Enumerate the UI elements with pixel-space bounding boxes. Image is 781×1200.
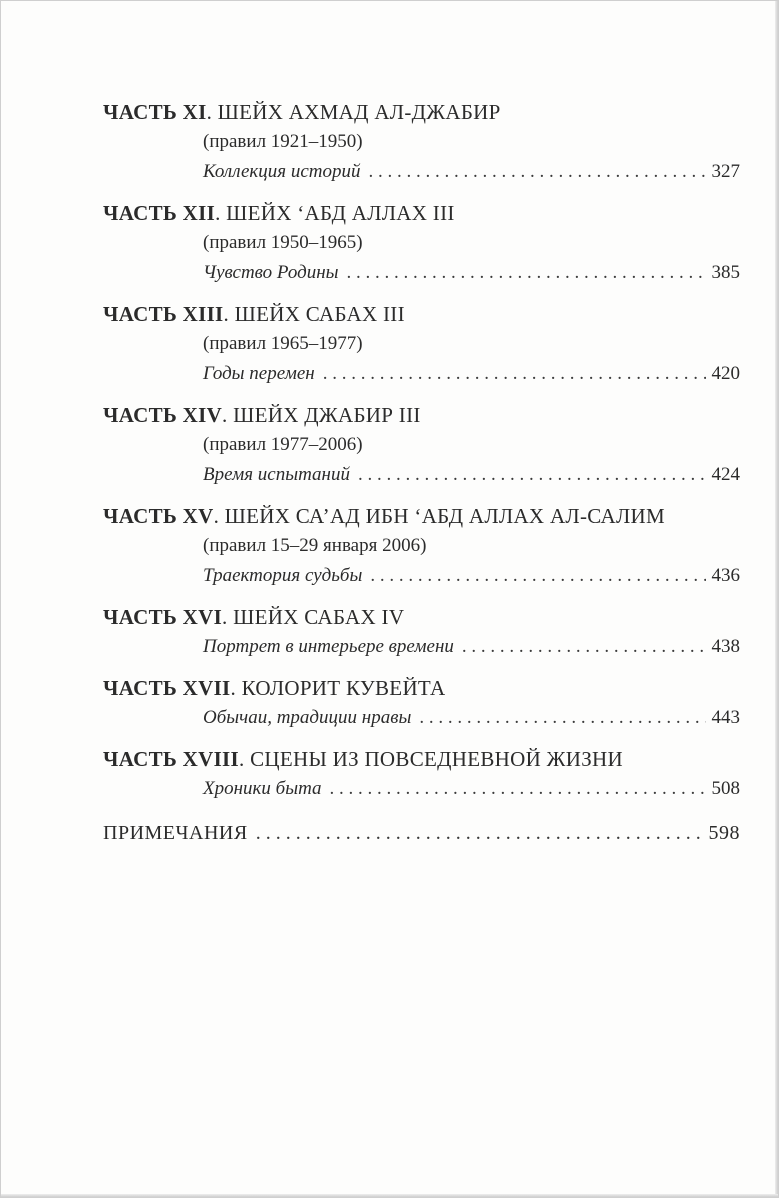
part-title: . ШЕЙХ САБАХ III [223,302,405,326]
toc-entry [103,258,740,288]
part-label: ЧАСТЬ XVII [103,676,231,700]
toc-part-13 [103,299,740,389]
part-heading [103,744,740,774]
part-label: ЧАСТЬ XVI [103,605,223,629]
page-number: 385 [711,262,740,283]
part-label: ЧАСТЬ XVIII [103,747,239,771]
part-label: ЧАСТЬ XIV [103,403,223,427]
toc-part-11 [103,97,740,187]
entry-title: Годы перемен [203,363,315,384]
page-number: 327 [711,161,740,182]
toc-entry [103,561,740,591]
toc-entry [103,460,740,490]
reign-period: (правил 1950–1965) [203,232,363,253]
part-heading [103,501,740,531]
dot-leader [419,703,705,733]
dot-leader [370,561,705,591]
page-number: 443 [711,707,740,728]
toc-entry [103,774,740,804]
dot-leader [369,157,706,187]
toc-part-14 [103,400,740,490]
notes-label: ПРИМЕЧАНИЯ [103,822,248,844]
page-number: 424 [711,464,740,485]
part-title: . ШЕЙХ АХМАД АЛ-ДЖАБИР [206,100,501,124]
dot-leader [256,818,703,848]
entry-title: Обычаи, традиции нравы [203,707,412,728]
part-heading [103,97,740,127]
part-label: ЧАСТЬ XI [103,100,207,124]
toc-part-16 [103,602,740,662]
part-heading [103,400,740,430]
entry-title: Портрет в интерьере времени [203,636,454,657]
entry-title: Время испытаний [203,464,350,485]
toc-entry [103,157,740,187]
page-number: 420 [711,363,740,384]
part-title: . КОЛОРИТ КУВЕЙТА [230,676,446,700]
table-of-contents [103,97,740,848]
page-edge-shadow [1,1194,778,1197]
toc-entry [103,359,740,389]
page-number: 438 [711,636,740,657]
part-heading [103,673,740,703]
toc-part-15 [103,501,740,591]
reign-period: (правил 15–29 января 2006) [203,535,427,556]
dot-leader [323,359,706,389]
entry-title: Коллекция историй [203,161,361,182]
part-title: . ШЕЙХ САБАХ IV [222,605,405,629]
part-title: . ШЕЙХ ‘АБД АЛЛАХ III [215,201,455,225]
entry-title: Чувство Родины [203,262,339,283]
page-number: 508 [711,778,740,799]
part-label: ЧАСТЬ XV [103,504,214,528]
reign-period: (правил 1965–1977) [203,333,363,354]
page-edge-shadow [775,1,778,1197]
part-heading [103,602,740,632]
page-number: 598 [708,822,740,844]
part-label: ЧАСТЬ XII [103,201,216,225]
dot-leader [330,774,706,804]
toc-part-12 [103,198,740,288]
page-number: 436 [711,565,740,586]
reign-period: (правил 1921–1950) [203,131,363,152]
toc-entry [103,703,740,733]
reign-period: (правил 1977–2006) [203,434,363,455]
part-title: . ШЕЙХ СА’АД ИБН ‘АБД АЛЛАХ АЛ-САЛИМ [213,504,665,528]
dot-leader [358,460,706,490]
toc-notes [103,818,740,848]
dot-leader [462,632,706,662]
dot-leader [347,258,706,288]
part-heading [103,299,740,329]
entry-title: Траектория судьбы [203,565,363,586]
part-label: ЧАСТЬ XIII [103,302,224,326]
toc-entry [103,632,740,662]
toc-part-17 [103,673,740,733]
part-title: . СЦЕНЫ ИЗ ПОВСЕДНЕВНОЙ ЖИЗНИ [239,747,623,771]
part-heading [103,198,740,228]
part-title: . ШЕЙХ ДЖАБИР III [222,403,421,427]
entry-title: Хроники быта [203,778,322,799]
toc-part-18 [103,744,740,804]
